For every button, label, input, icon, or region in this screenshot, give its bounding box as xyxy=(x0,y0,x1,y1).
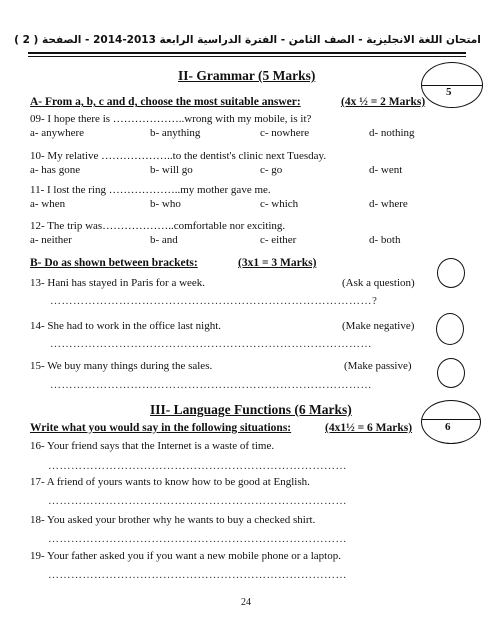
question-12: 12- The trip was………………..comfortable nor exciting. xyxy=(30,220,286,232)
header-rule xyxy=(28,52,466,57)
question-11: 11- I lost the ring ………………..my mother gave me. xyxy=(30,184,271,196)
q09-option-a: a- anywhere xyxy=(30,127,85,139)
mark-divider xyxy=(422,85,482,86)
part-a-instruction: A- From a, b, c and d, choose the most suitable answer: xyxy=(30,96,301,108)
q13-instruction: (Ask a question) xyxy=(342,277,415,289)
q19-answer-line[interactable]: …………………………………………………………………… xyxy=(48,569,347,581)
q12-option-d: d- both xyxy=(369,234,401,246)
page-header: امتحان اللغة الانجليزية - الصف الثامن - الفترة الدراسية الرابعة 2013-2014 - الصفحة ( 2 ) xyxy=(14,34,481,46)
q14-answer-line[interactable]: ………………………………………………………………………… xyxy=(50,338,372,350)
part-b-instruction: B- Do as shown between brackets: xyxy=(30,257,198,269)
section3-instruction: Write what you would say in the following situations: xyxy=(30,422,292,434)
mark-divider xyxy=(422,419,480,420)
language-functions-mark-box xyxy=(421,400,481,444)
question-16: 16- Your friend says that the Internet is a waste of time. xyxy=(30,440,275,452)
section3-marks: (4x1½ = 6 Marks) xyxy=(325,422,413,434)
q09-option-b: b- anything xyxy=(150,127,201,139)
q10-option-a: a- has gone xyxy=(30,164,81,176)
q12-option-c: c- either xyxy=(260,234,297,246)
q10-option-d: d- went xyxy=(369,164,403,176)
q14-score-circle xyxy=(436,313,464,345)
part-a-marks: (4x ½ = 2 Marks) xyxy=(341,96,426,108)
q11-option-c: c- which xyxy=(260,198,299,210)
q09-option-c: c- nowhere xyxy=(260,127,310,139)
q11-option-a: a- when xyxy=(30,198,66,210)
question-15: 15- We buy many things during the sales. xyxy=(30,360,213,372)
q10-option-b: b- will go xyxy=(150,164,193,176)
q13-score-circle xyxy=(437,258,465,288)
question-13: 13- Hani has stayed in Paris for a week. xyxy=(30,277,206,289)
q12-option-b: b- and xyxy=(150,234,178,246)
grammar-total-mark: 5 xyxy=(446,86,452,98)
q11-option-d: d- where xyxy=(369,198,408,210)
q12-option-a: a- neither xyxy=(30,234,72,246)
question-17: 17- A friend of yours wants to know how to be good at English. xyxy=(30,476,310,488)
question-10: 10- My relative ………………..to the dentist's clinic next Tuesday. xyxy=(30,150,327,162)
part-b-marks: (3x1 = 3 Marks) xyxy=(238,257,317,269)
section-title-language-functions: III- Language Functions (6 Marks) xyxy=(150,402,352,417)
q13-answer-line[interactable]: …………………………………………………………………………? xyxy=(50,295,378,307)
q15-instruction: (Make passive) xyxy=(344,360,412,372)
q11-option-b: b- who xyxy=(150,198,181,210)
language-functions-total-mark: 6 xyxy=(445,421,451,433)
question-14: 14- She had to work in the office last night. xyxy=(30,320,222,332)
page-number: 24 xyxy=(241,597,251,608)
question-18: 18- You asked your brother why he wants to buy a checked shirt. xyxy=(30,514,316,526)
q15-score-circle xyxy=(437,358,465,388)
q10-option-c: c- go xyxy=(260,164,283,176)
q09-option-d: d- nothing xyxy=(369,127,415,139)
q17-answer-line[interactable]: …………………………………………………………………… xyxy=(48,495,347,507)
question-09: 09- I hope there is ………………..wrong with my mobile, is it? xyxy=(30,113,312,125)
section-title-grammar: II- Grammar (5 Marks) xyxy=(178,68,316,83)
grammar-mark-box xyxy=(421,62,483,108)
question-19: 19- Your father asked you if you want a new mobile phone or a laptop. xyxy=(30,550,341,562)
q15-answer-line[interactable]: ………………………………………………………………………… xyxy=(50,379,372,391)
q16-answer-line[interactable]: …………………………………………………………………… xyxy=(48,460,347,472)
q14-instruction: (Make negative) xyxy=(342,320,415,332)
q18-answer-line[interactable]: …………………………………………………………………… xyxy=(48,533,347,545)
